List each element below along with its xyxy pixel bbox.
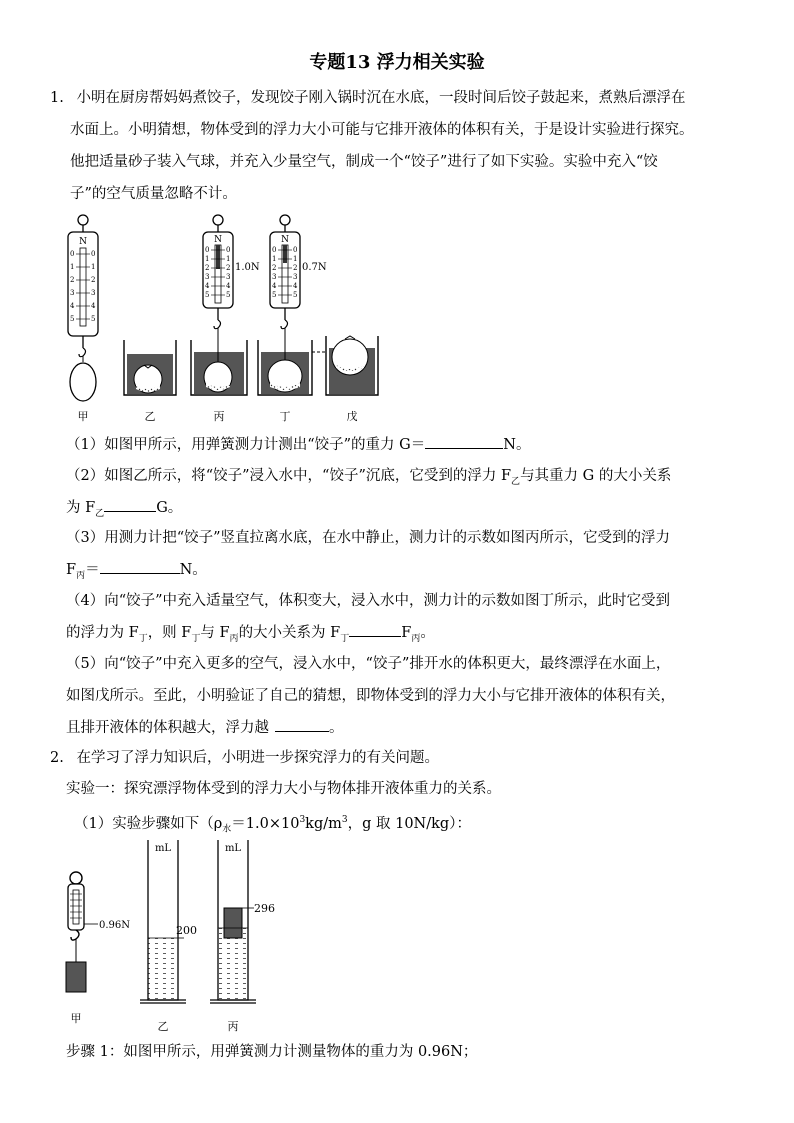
svg-text:2: 2	[226, 264, 231, 272]
svg-text:4: 4	[70, 302, 75, 310]
svg-text:5: 5	[272, 291, 277, 299]
svg-text:0: 0	[272, 246, 277, 254]
svg-text:3: 3	[70, 289, 75, 297]
svg-text:3: 3	[91, 289, 96, 297]
svg-text:2: 2	[272, 264, 277, 272]
q1-part4-line1: （4）向“饺子”中充入适量空气，体积变大，浸入水中，测力计的示数如图丁所示，此时它受到	[66, 593, 671, 609]
q1-part3-line2: $F_丙= N$。	[66, 559, 207, 586]
answer-blank-2[interactable]	[104, 497, 156, 512]
svg-text:0: 0	[205, 246, 210, 254]
answer-blank-1[interactable]	[425, 434, 503, 449]
beaker-yi	[124, 340, 176, 395]
q1-number: 1.	[50, 90, 64, 106]
svg-text:1: 1	[91, 263, 96, 271]
answer-blank-5[interactable]	[275, 717, 329, 732]
svg-text:4: 4	[293, 282, 298, 290]
svg-text:N: N	[281, 235, 289, 245]
svg-text:3: 3	[205, 273, 210, 281]
q1-part3-line1: （3）用测力计把“饺子”竖直拉离水底，在水中静止，测力计的示数如图丙所示，它受到的浮力	[66, 530, 671, 546]
q2-step-intro: （1）实验步骤如下（$\rho_水=1.0\times 10^3kg/m^3$，g 取 10N/kg）：	[74, 815, 471, 835]
q1-part1: （1）如图甲所示，用弹簧测力计测出“饺子”的重力 G＝ N。	[66, 434, 530, 455]
label-bing: 丙	[213, 410, 225, 423]
svg-text:1: 1	[205, 255, 210, 263]
label-bing-2: 丙	[227, 1020, 239, 1033]
beaker-wu	[326, 336, 378, 395]
spring-scale-bing	[191, 215, 260, 395]
svg-text:4: 4	[272, 282, 277, 290]
svg-text:mL: mL	[224, 843, 242, 854]
q1-figure	[60, 212, 390, 430]
svg-text:4: 4	[205, 282, 210, 290]
svg-text:3: 3	[272, 273, 277, 281]
q1-intro-line-1: 1. 小明在厨房帮妈妈煮饺子，发现饺子刚入锅时沉在水底，一段时间后饺子鼓起来，煮熟后漂浮在	[50, 90, 686, 106]
answer-blank-3[interactable]	[100, 559, 180, 574]
spring-scale-jia-2	[66, 872, 130, 1025]
cylinder-bing	[210, 840, 275, 1033]
svg-text:1: 1	[70, 263, 75, 271]
svg-text:5: 5	[91, 315, 96, 323]
q1-part5-line1: （5）向“饺子”中充入更多的空气，浸入水中，“饺子”排开水的体积更大，最终漂浮在水面上，	[66, 656, 671, 672]
svg-text:3: 3	[226, 273, 231, 281]
svg-text:0: 0	[91, 250, 96, 258]
q1-part2-line1: （2）如图乙所示，将“饺子”浸入水中，“饺子”沉底，它受到的浮力 $F_乙$与其重力 G 的大小关系	[66, 468, 672, 487]
reading-bing: 1.0N	[235, 262, 260, 273]
q1-intro-line-3: 他把适量砂子装入气球，并充入少量空气，制成一个“饺子”进行了如下实验。实验中充入“饺	[70, 154, 658, 170]
svg-text:5: 5	[293, 291, 298, 299]
reading-weight: 0.96N	[99, 920, 131, 931]
q2-figure	[58, 836, 288, 1036]
label-jia: 甲	[77, 410, 89, 423]
svg-text:N: N	[214, 235, 222, 245]
q2-number: 2.	[50, 750, 64, 766]
svg-text:5: 5	[205, 291, 210, 299]
svg-text:5: 5	[70, 315, 75, 323]
svg-text:1: 1	[293, 255, 298, 263]
q1-part2-line2: 为 $F_乙$ G。	[66, 497, 182, 524]
q2-intro: 2. 在学习了浮力知识后，小明进一步探究浮力的有关问题。	[50, 750, 439, 766]
svg-text:0: 0	[70, 250, 75, 258]
spring-scale-jia	[68, 215, 98, 401]
label-ding: 丁	[279, 410, 291, 423]
svg-text:1: 1	[226, 255, 231, 263]
cylinder-yi	[140, 840, 197, 1033]
spring-scale-ding	[258, 215, 327, 395]
svg-text:0: 0	[293, 246, 298, 254]
svg-text:4: 4	[91, 302, 96, 310]
svg-text:mL: mL	[154, 843, 172, 854]
volume-yi: 200	[176, 924, 197, 937]
q1-part5-line2: 如图戊所示。至此，小明验证了自己的猜想，即物体受到的浮力大小与它排开液体的体积有关，	[66, 688, 675, 704]
answer-blank-4[interactable]	[349, 622, 401, 637]
svg-text:4: 4	[226, 282, 231, 290]
volume-bing: 296	[254, 902, 275, 915]
svg-text:2: 2	[70, 276, 75, 284]
label-yi-2: 乙	[157, 1020, 169, 1033]
q1-part5-line3: 且排开液体的体积越大，浮力越 。	[66, 717, 344, 738]
svg-text:2: 2	[293, 264, 298, 272]
page-title: 专题13 浮力相关实验	[309, 52, 485, 73]
svg-text:2: 2	[205, 264, 210, 272]
q1-intro-line-2: 水面上。小明猜想，物体受到的浮力大小可能与它排开液体的体积有关，于是设计实验进行探究。	[70, 122, 694, 138]
q1-intro-line-4: 子”的空气质量忽略不计。	[70, 186, 237, 202]
q2-exp1: 实验一：探究漂浮物体受到的浮力大小与物体排开液体重力的关系。	[66, 781, 501, 797]
label-yi: 乙	[144, 410, 156, 423]
svg-text:5: 5	[226, 291, 231, 299]
q2-step1: 步骤 1：如图甲所示，用弹簧测力计测量物体的重力为 0.96N；	[66, 1044, 478, 1060]
svg-text:3: 3	[293, 273, 298, 281]
reading-ding: 0.7N	[302, 262, 327, 273]
label-wu: 戊	[346, 410, 358, 423]
svg-text:0: 0	[226, 246, 231, 254]
svg-text:2: 2	[91, 276, 96, 284]
svg-text:1: 1	[272, 255, 277, 263]
svg-text:N: N	[79, 237, 87, 247]
q1-part4-line2: 的浮力为 $F_丁$，则 $F_丁$与 $F_丙$的大小关系为 $F_丁$ $F_丙$。	[66, 622, 435, 649]
label-jia-2: 甲	[70, 1012, 82, 1025]
